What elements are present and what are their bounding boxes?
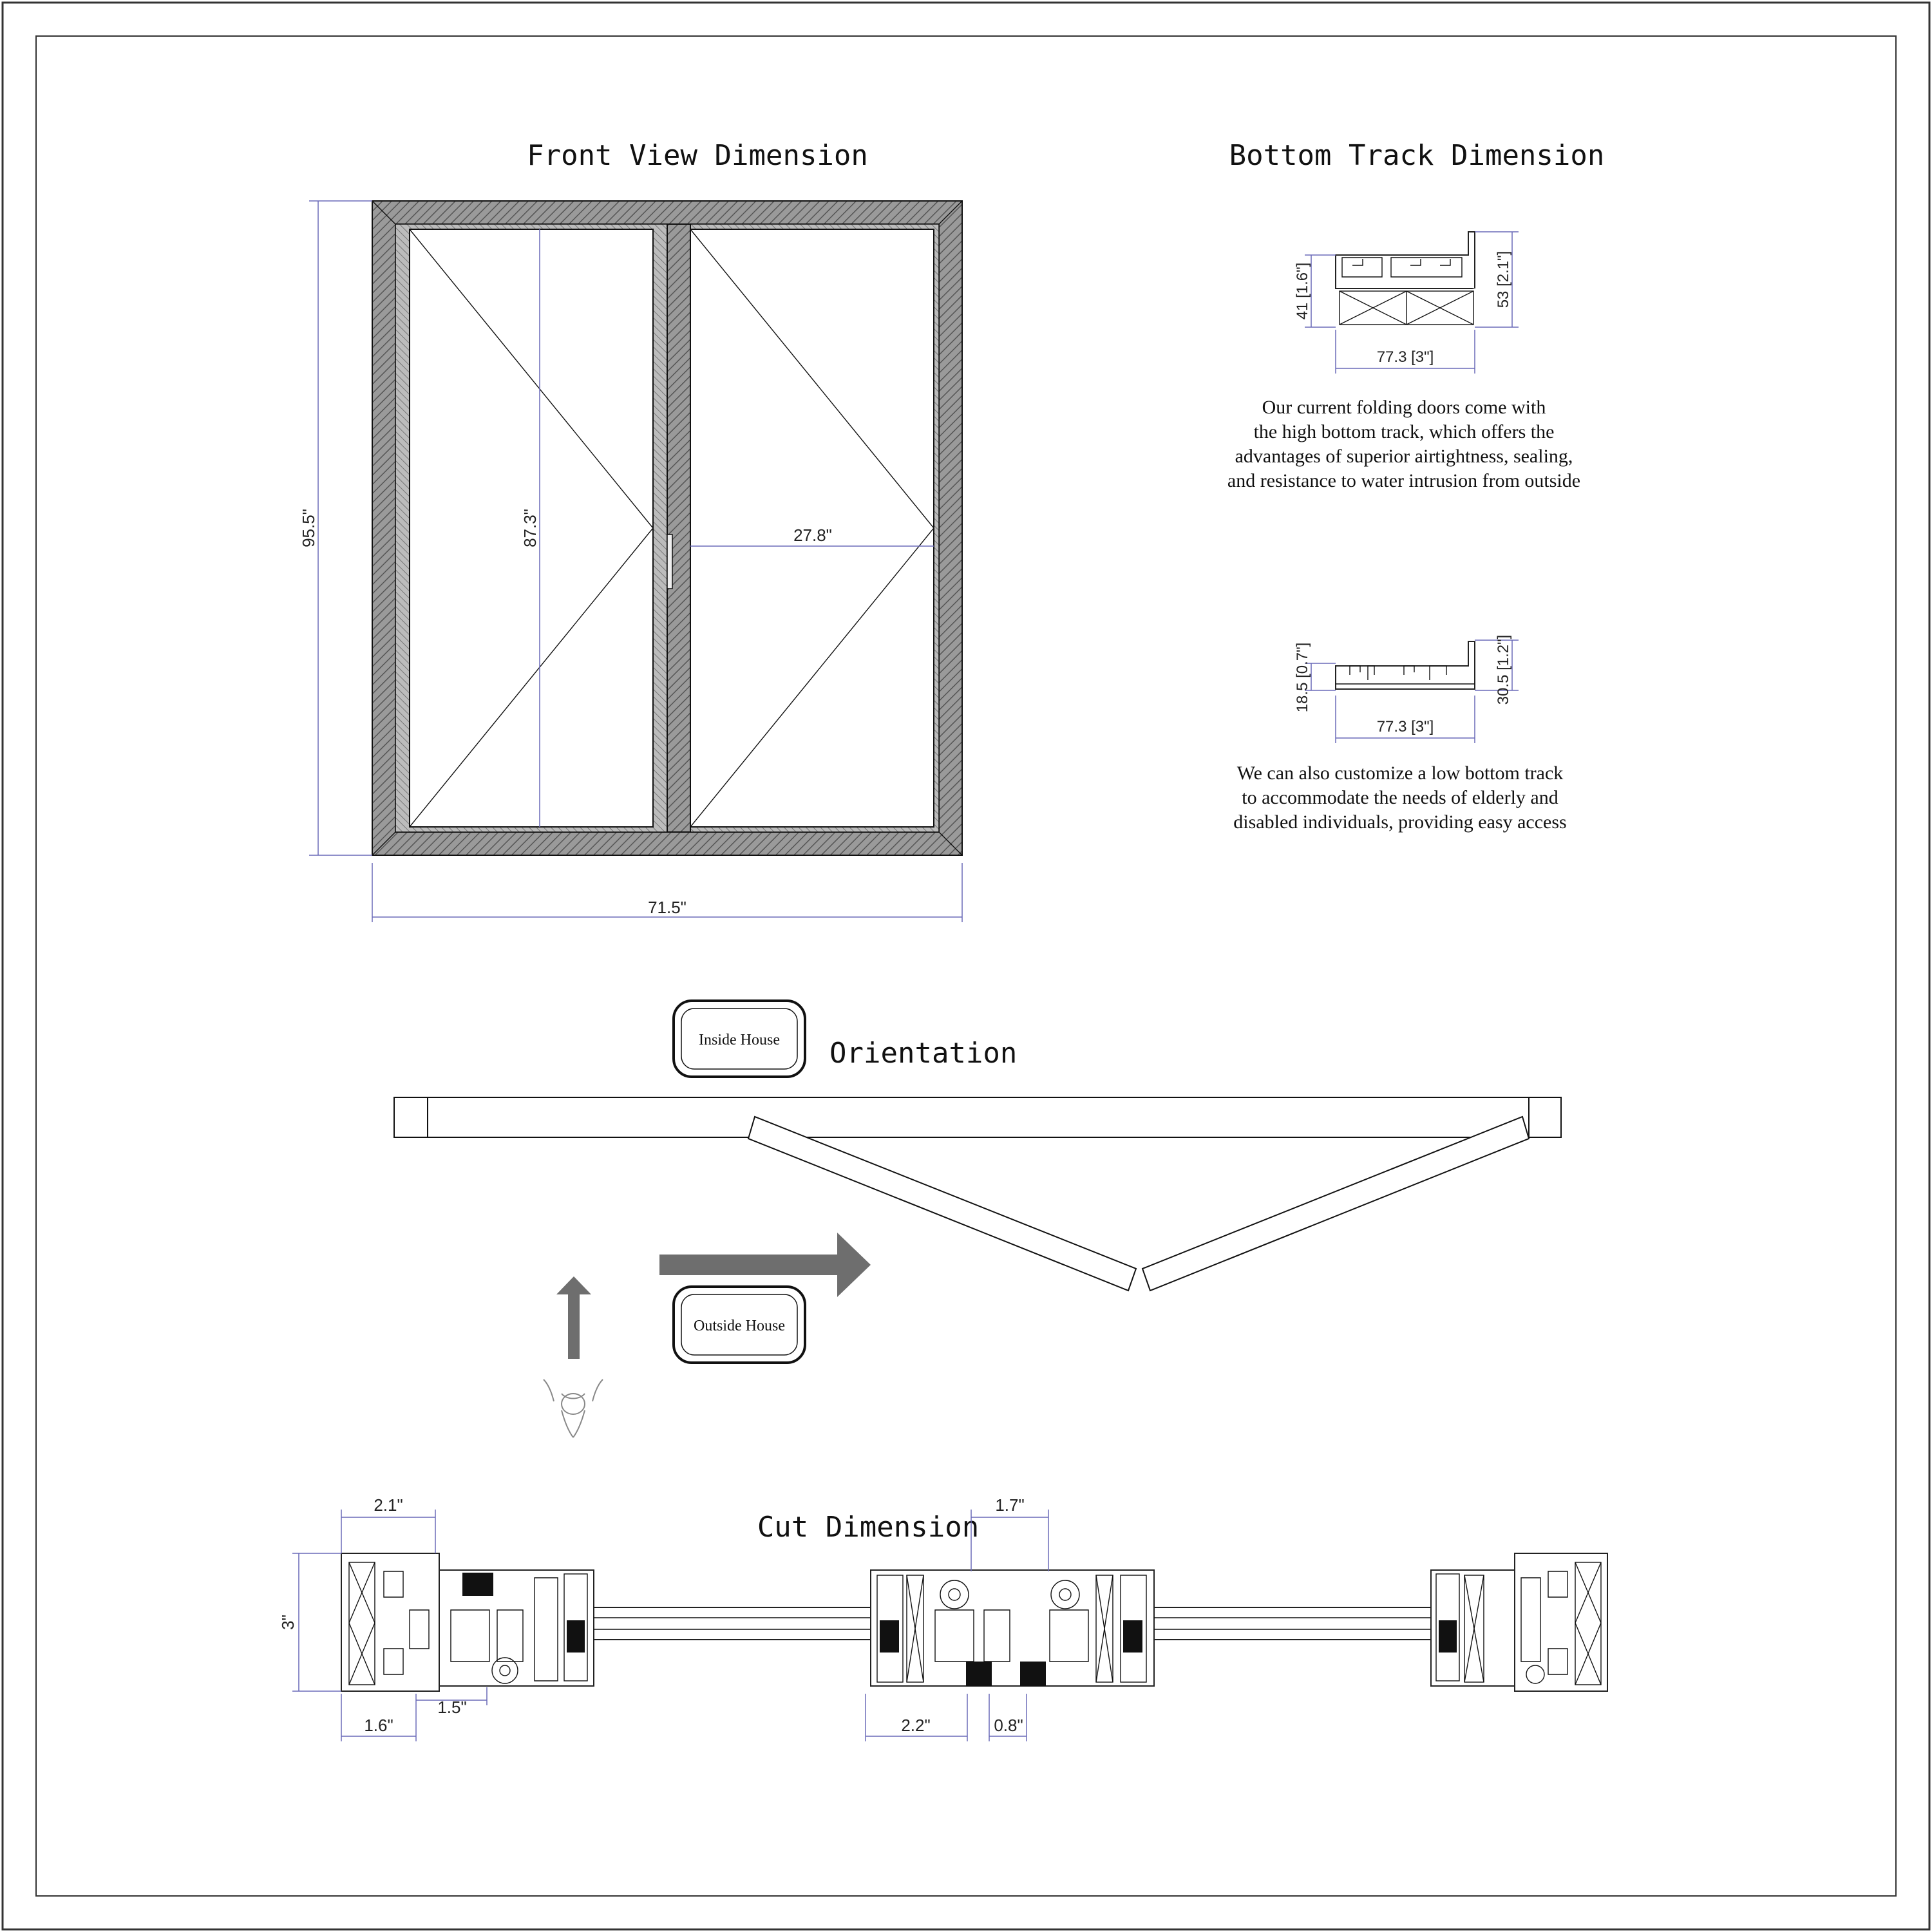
high-track-right-height: 53 [2.1"] [1495, 251, 1512, 308]
panel-width-label: 27.8" [793, 526, 832, 545]
svg-text:We can also customize a low bo: We can also customize a low bottom track [1236, 762, 1564, 784]
low-track-width: 77.3 [3"] [1376, 718, 1434, 735]
orientation-plan [394, 1097, 1561, 1291]
high-track-width: 77.3 [3"] [1376, 348, 1434, 366]
inside-house-badge [674, 1001, 805, 1077]
cut-mid-a: 2.2" [901, 1716, 931, 1735]
cut-height: 3" [278, 1615, 298, 1630]
svg-text:the high bottom track, which o: the high bottom track, which offers the [1253, 421, 1555, 442]
front-view-title: Front View Dimension [527, 139, 868, 172]
cut-frame-depth: 2.1" [374, 1495, 403, 1515]
low-track-description [1233, 762, 1566, 833]
cut-title: Cut Dimension [757, 1511, 980, 1544]
svg-text:advantages of superior airtigh: advantages of superior airtightness, sealing, [1235, 446, 1573, 467]
svg-text:and resistance to water intrus: and resistance to water intrusion from outside [1227, 470, 1581, 491]
svg-text:to accommodate the needs of el: to accommodate the needs of elderly and [1242, 787, 1558, 808]
bottom-track-title: Bottom Track Dimension [1229, 139, 1605, 172]
overall-width-label: 71.5" [648, 898, 687, 917]
glass-height-label: 87.3" [520, 509, 540, 547]
entry-direction-arrow [556, 1276, 591, 1359]
cut-left-b: 1.5" [437, 1698, 467, 1717]
low-track-right-height: 30.5 [1.2"] [1495, 634, 1512, 705]
high-track-left-height: 41 [1.6"] [1294, 262, 1311, 320]
front-view-elevation [372, 201, 962, 855]
cut-section [341, 1553, 1607, 1691]
orientation-title: Orientation [829, 1037, 1018, 1070]
svg-text:disabled individuals, providin: disabled individuals, providing easy access [1233, 811, 1567, 833]
svg-text:Outside House: Outside House [694, 1318, 785, 1334]
cut-mid-b: 0.8" [994, 1716, 1023, 1735]
cut-left-a: 1.6" [364, 1716, 393, 1735]
svg-text:Inside House: Inside House [699, 1032, 780, 1048]
svg-text:Our current folding doors come: Our current folding doors come with [1262, 397, 1546, 418]
high-track-description [1227, 397, 1580, 491]
low-track-profile [1336, 641, 1475, 689]
person-icon [544, 1379, 603, 1437]
outside-house-badge [674, 1287, 805, 1363]
high-track-profile [1336, 232, 1475, 325]
overall-height-label: 95.5" [299, 509, 318, 547]
cut-mid-width: 1.7" [995, 1495, 1025, 1515]
low-track-left-height: 18.5 [0.7"] [1294, 642, 1311, 713]
